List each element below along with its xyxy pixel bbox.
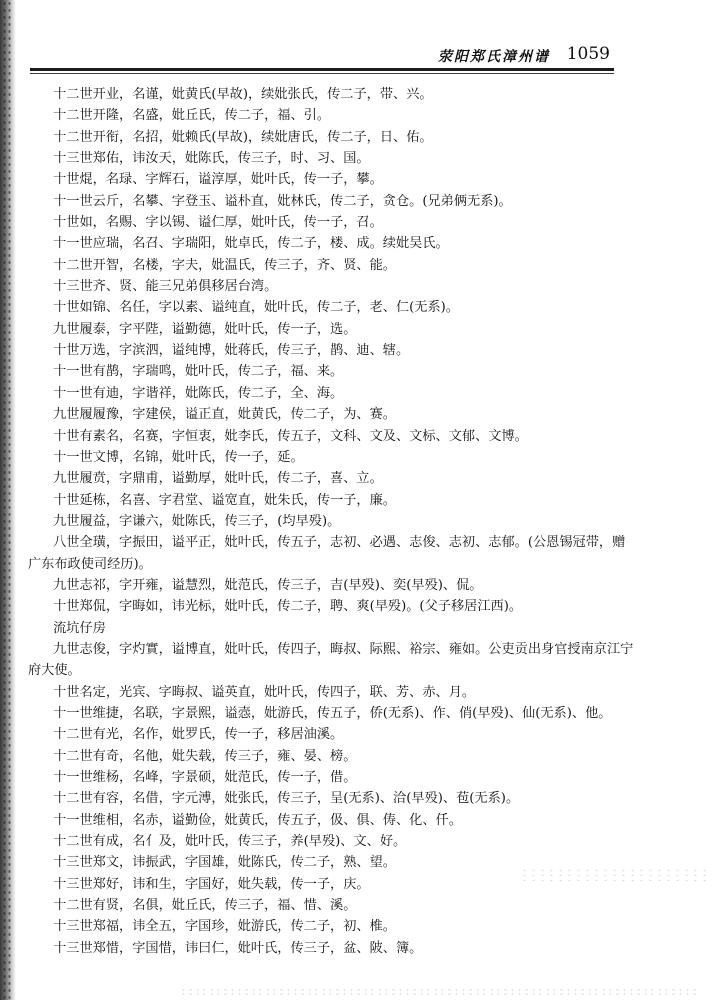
genealogy-entry: 十二世开业，名谨，妣黄氏(早故)，续妣张氏，传二子，带、兴。 bbox=[53, 87, 433, 102]
genealogy-entry: 十一世维相，名赤，谥勤俭，妣黄氏，传五子，伋、俱、俦、化、仟。 bbox=[53, 812, 462, 828]
genealogy-entry: 十世名定，光宾、字晦叔、谥英直，妣叶氏，传四子，联、芳、赤、月。 bbox=[53, 684, 476, 700]
genealogy-entry: 十一世维杨，名峰，字景硕，妣范氏，传一子，借。 bbox=[53, 770, 357, 785]
scan-noise bbox=[520, 868, 710, 882]
genealogy-entry: 十三世郑文，讳振武，字国雄，妣陈氏，传二子，熟、望。 bbox=[53, 855, 396, 871]
section-heading: 流坑仔房 bbox=[53, 620, 106, 636]
genealogy-entry: 十二世开隆，名盛，妣丘氏，传二子，福、引。 bbox=[53, 108, 331, 124]
genealogy-entry: 九世履贲，字鼎甫，谥勤厚，妣叶氏，传二子，喜、立。 bbox=[53, 471, 383, 487]
header-rule-thick bbox=[30, 68, 614, 71]
genealogy-entry: 九世志祁，字开雍，谥慧烈，妣范氏，传三子，吉(早殁)、奕(早殁)、侃。 bbox=[53, 577, 483, 593]
page-header bbox=[30, 44, 612, 68]
genealogy-entry: 十二世有成，名亻及，妣叶氏，传三子，养(早殁)、文、好。 bbox=[53, 834, 407, 850]
genealogy-entry: 十一世有鹊，字瑞鸣，妣叶氏，传二子，福、来。 bbox=[53, 364, 344, 380]
genealogy-entry: 十二世有奇，名他，妣失载，传三子，雍、晏、榜。 bbox=[53, 748, 357, 764]
genealogy-entry: 十世如锦、名任，字以素、谥纯直，妣叶氏，传二子，老、仁(无系)。 bbox=[53, 300, 459, 316]
genealogy-entry: 十世郑侃，字晦如，讳光标，妣叶氏，传二子，聘、爽(早殁)。(父子移居江西)。 bbox=[53, 599, 523, 615]
genealogy-entry: 十一世云斤，名攀、字登玉、谥朴直，妣林氏，传二子，贪仓。(兄弟俩无系)。 bbox=[53, 193, 512, 209]
scan-speckle-spine bbox=[2, 0, 12, 1000]
genealogy-entry: 十二世有容，名借，字元溥，妣张氏，传三子，呈(无系)、洽(早殁)、苞(无系)。 bbox=[53, 791, 520, 807]
genealogy-entry: 十世延栋，名喜、字君堂、谥宽直，妣朱氏，传一子，廉。 bbox=[53, 492, 396, 508]
genealogy-entry: 十三世郑惜，字国惜，讳曰仁，妣叶氏，传三子，盆、陂、簿。 bbox=[53, 940, 423, 956]
genealogy-entry: 十世有素名，名赛，字恒衷，妣李氏，传五子，文科、文及、文标、文郁、文博。 bbox=[53, 428, 528, 444]
genealogy-entry: 十二世开智，名楼，字夫，妣温氏，传三子，齐、贤、能。 bbox=[53, 257, 396, 273]
genealogy-entry: 十一世文博，名锦，妣叶氏，传一子，延。 bbox=[53, 449, 304, 465]
genealogy-entry: 十二世有贤，名俱，妣丘氏，传三子，福、惜、溪。 bbox=[53, 898, 357, 914]
genealogy-entry: 十二世开衔，名招，妣赖氏(早故)，续妣唐氏，传二子，日、佑。 bbox=[53, 129, 433, 145]
genealogy-entry: 九世履泰，字平陛，谥勤德，妣叶氏，传一子，选。 bbox=[53, 321, 357, 337]
genealogy-entry: 十世如，名赐、字以锡、谥仁厚，妣叶氏，传一子，召。 bbox=[53, 215, 383, 231]
genealogy-entry: 十三世郑福，讳全五，字国珍，妣游氏，传二子，初、椎。 bbox=[53, 919, 396, 935]
scan-noise-bottom bbox=[180, 988, 700, 996]
header-rule-thin bbox=[30, 73, 614, 74]
genealogy-entry: 十一世有迪，字谐祥，妣陈氏，传二子，全、海。 bbox=[53, 385, 344, 401]
genealogy-entry: 十三世郑好，讳和生，字国好，妣失载，传一子，庆。 bbox=[53, 876, 370, 892]
genealogy-entry: 十一世应瑞，名召、字瑞阳，妣卓氏，传二子，楼、成。续妣吴氏。 bbox=[53, 236, 449, 252]
genealogy-entry: 十世焜，名琭、字辉石，谥淳厚，妣叶氏，传一子，攀。 bbox=[53, 172, 383, 188]
book-title: 荥阳郑氏漳州谱 bbox=[438, 49, 550, 65]
genealogy-entry-jiu-shi: 九世志俊，字灼實，谥博直，妣叶氏，传四子，晦叔、际熙、裕宗、雍如。公吏贡出身官授南京江宁 bbox=[53, 641, 634, 657]
genealogy-entry: 十一世维捷，名联，字景熙，谥悫，妣游氏，传五子，侨(无系)、作、俏(早殁)、仙(无系)、他。 bbox=[53, 705, 612, 721]
genealogy-text bbox=[28, 84, 634, 959]
genealogy-entry-jiu-shi-cont: 府大使。 bbox=[28, 663, 81, 679]
genealogy-entry-ba-shi-cont: 广东布政使司经历)。 bbox=[28, 556, 152, 572]
genealogy-entry-ba-shi: 八世全璜，字振田，谥平正，妣叶氏，传五子，志初、必遇、志俊、志初、志郁。(公恩锡冠带，赠 bbox=[53, 535, 626, 551]
genealogy-entry: 十世万选，字滨泗，谥纯博，妣蒋氏，传三子，鹊、迪、辖。 bbox=[53, 343, 410, 359]
genealogy-entry: 十三世郑佑，讳汝天，妣陈氏，传三子，时、习、国。 bbox=[53, 151, 370, 167]
genealogy-entry: 十三世齐、贤、能三兄弟俱移居台湾。 bbox=[53, 279, 278, 295]
genealogy-entry: 九世履履豫，字建侯，谥正直，妣黄氏，传二子，为、赛。 bbox=[53, 407, 396, 423]
genealogy-entry: 十二世有光，名作，妣罗氏，传一子，移居油溪。 bbox=[53, 727, 344, 743]
genealogy-entry: 九世履益，字谦六，妣陈氏，传三子，(均早殁)。 bbox=[53, 513, 341, 529]
page-number: 1059 bbox=[566, 44, 610, 64]
